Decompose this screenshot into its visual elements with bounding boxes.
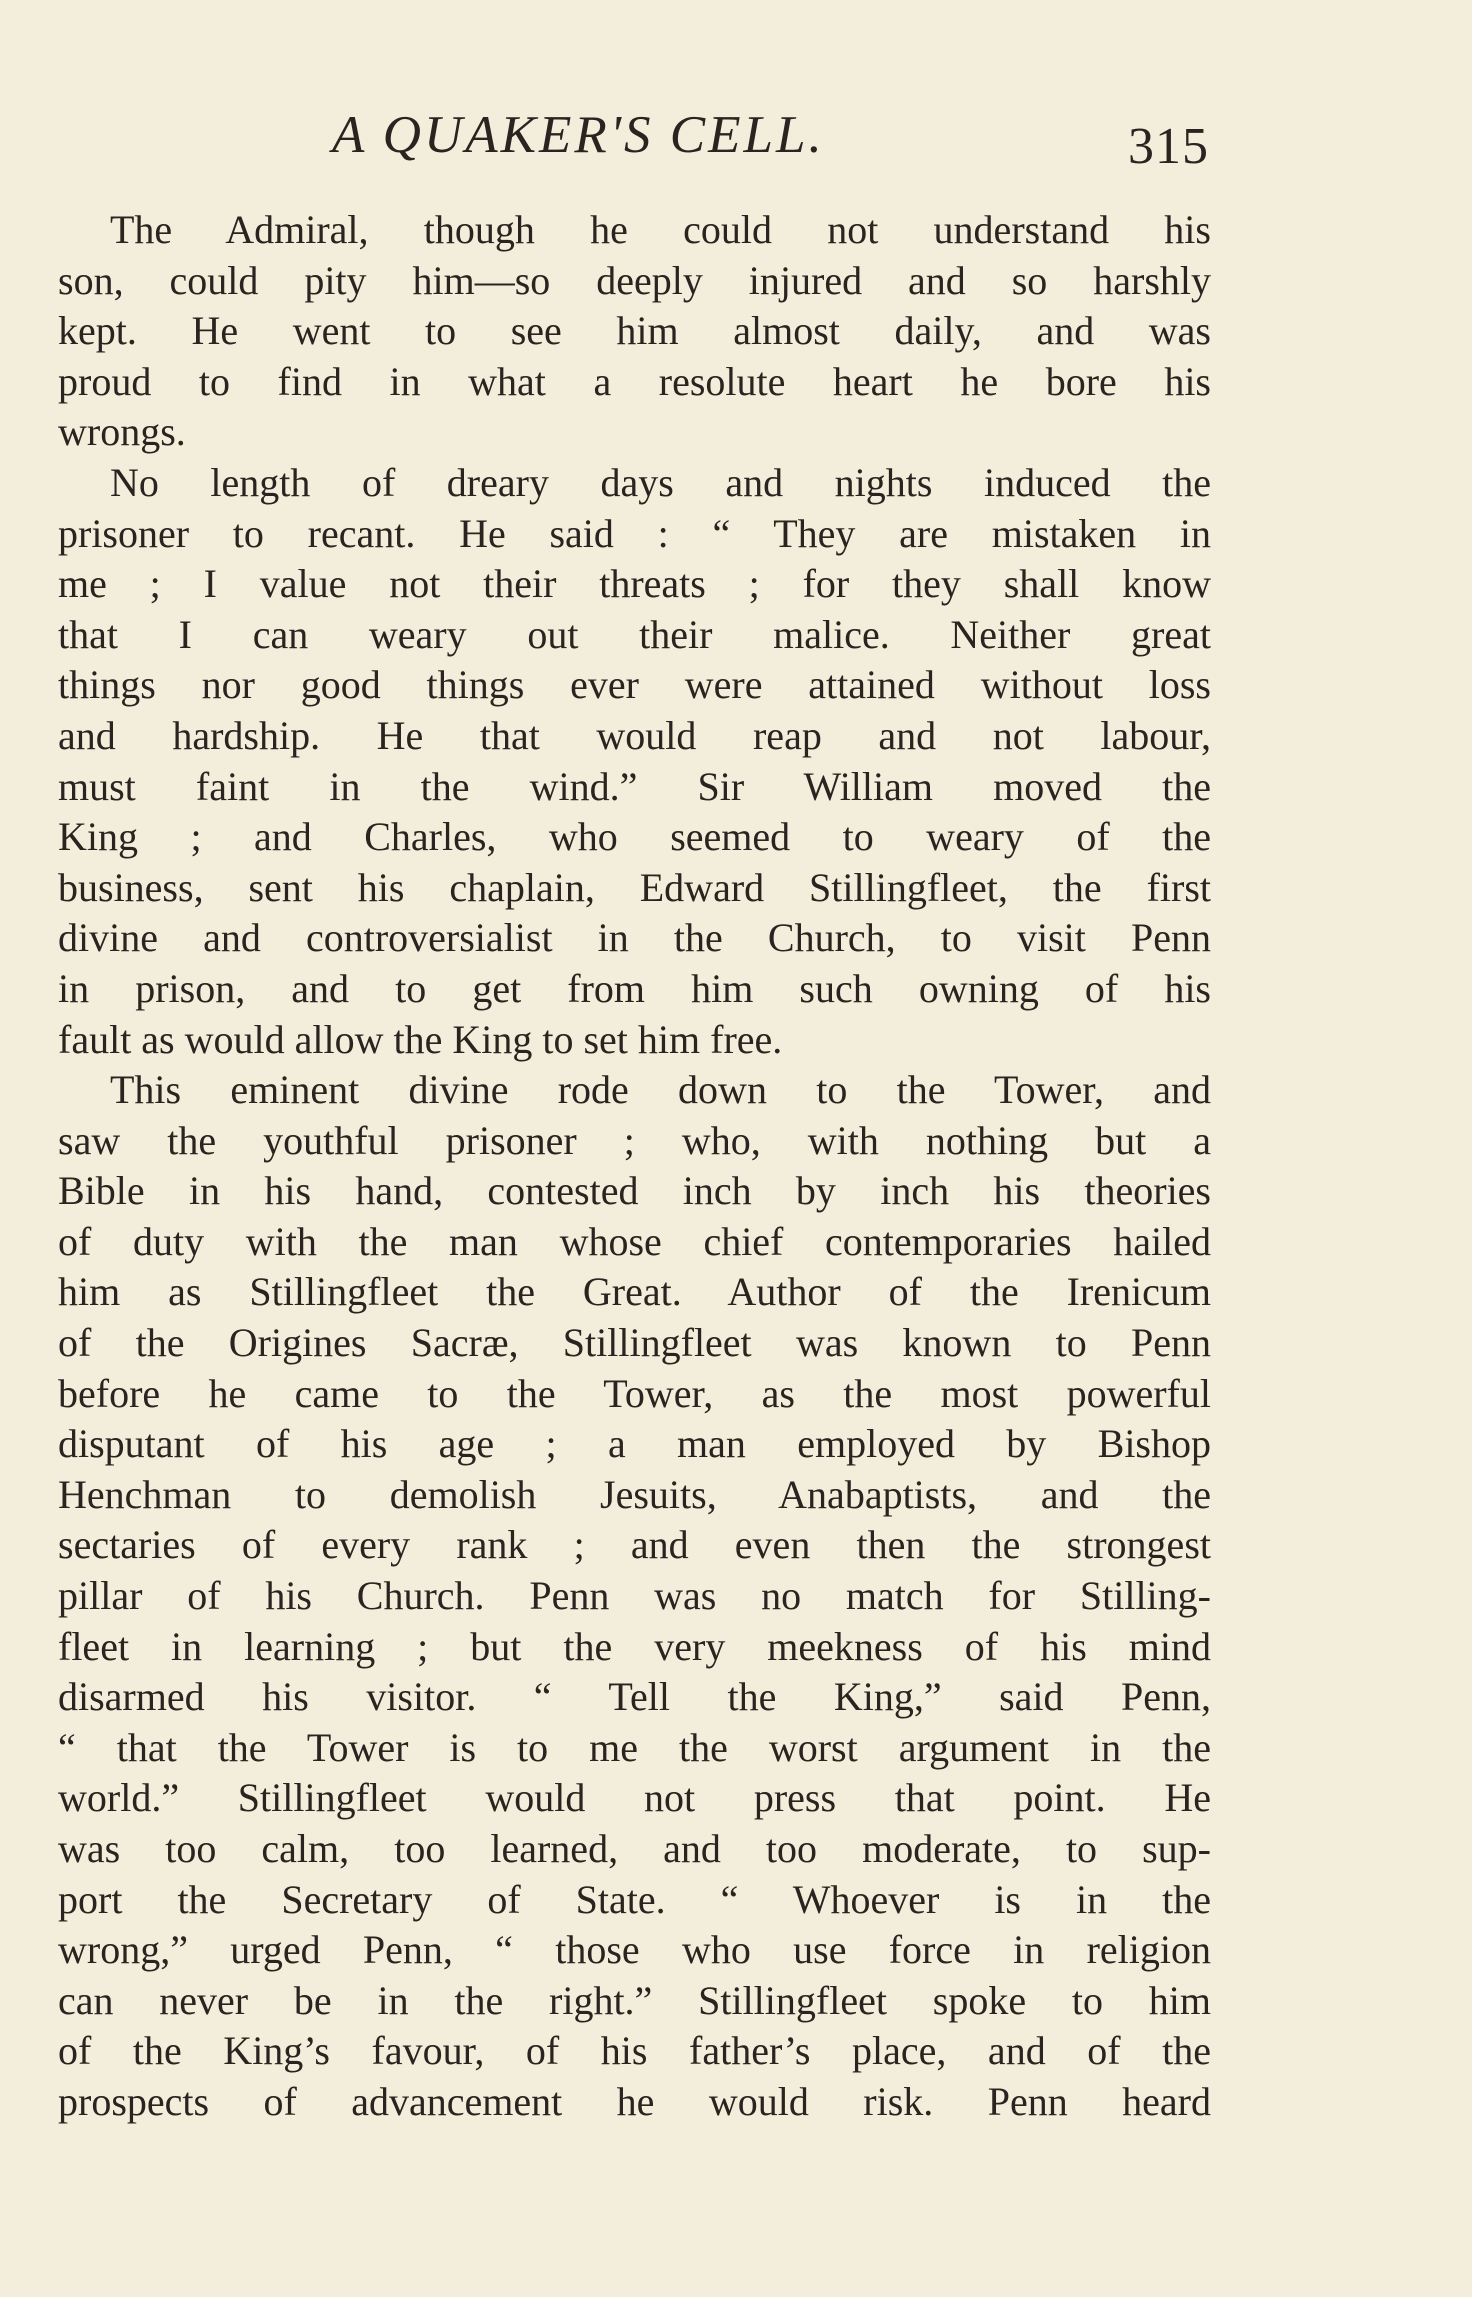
running-head — [0, 100, 1472, 175]
body-text — [58, 205, 1211, 2128]
text-line: fleet in learning ; but the very meekness of his mind — [58, 1623, 1211, 1669]
text-line: divine and controversialist in the Church, to visit Penn — [58, 915, 1211, 961]
text-line: things nor good things ever were attained without loss — [58, 662, 1211, 708]
text-line: wrongs. — [58, 409, 186, 455]
text-line: prospects of advancement he would risk. Penn heard — [58, 2078, 1211, 2124]
text-line: fault as would allow the King to set him free. — [58, 1016, 783, 1062]
text-line: Henchman to demolish Jesuits, Anabaptists, and the — [58, 1471, 1211, 1517]
text-line: This eminent divine rode down to the Tower, and — [110, 1067, 1211, 1113]
text-line: of the King’s favour, of his father’s place, and of the — [58, 2028, 1211, 2074]
text-line: that I can weary out their malice. Neither great — [58, 611, 1211, 657]
text-line: port the Secretary of State. “ Whoever is in the — [58, 1876, 1211, 1922]
text-line: of duty with the man whose chief contemporaries hailed — [58, 1218, 1211, 1264]
text-line: disputant of his age ; a man employed by Bishop — [58, 1421, 1211, 1467]
text-line: Bible in his hand, contested inch by inch his theories — [58, 1168, 1211, 1214]
text-line: and hardship. He that would reap and not labour, — [58, 712, 1211, 758]
text-line: pillar of his Church. Penn was no match for Stilling- — [58, 1573, 1211, 1619]
text-line: sectaries of every rank ; and even then the strongest — [58, 1522, 1211, 1568]
text-line: me ; I value not their threats ; for they shall know — [58, 561, 1211, 607]
text-line: business, sent his chaplain, Edward Stillingfleet, the first — [58, 864, 1211, 910]
text-line: must faint in the wind.” Sir William moved the — [58, 763, 1211, 809]
text-line: wrong,” urged Penn, “ those who use force in religion — [58, 1927, 1211, 1973]
running-title: A QUAKER'S CELL. — [332, 106, 825, 164]
text-line: The Admiral, though he could not understand his — [110, 207, 1211, 252]
text-line: proud to find in what a resolute heart he bore his — [58, 358, 1211, 404]
text-line: world.” Stillingfleet would not press that point. He — [58, 1775, 1211, 1821]
text-line: “ that the Tower is to me the worst argument in the — [58, 1724, 1211, 1770]
text-line: in prison, and to get from him such owning of his — [58, 965, 1211, 1011]
page-number: 315 — [1128, 118, 1209, 175]
text-line: son, could pity him—so deeply injured and so harshly — [58, 257, 1211, 303]
text-line: him as Stillingfleet the Great. Author of the Irenicum — [58, 1269, 1211, 1315]
text-line: kept. He went to see him almost daily, and was — [58, 308, 1211, 354]
text-line: of the Origines Sacræ, Stillingfleet was known to Penn — [58, 1320, 1211, 1366]
text-line: prisoner to recant. He said : “ They are mistaken in — [58, 510, 1211, 556]
text-line: No length of dreary days and nights induced the — [110, 459, 1211, 505]
text-line: can never be in the right.” Stillingfleet spoke to him — [58, 1977, 1211, 2023]
text-line: disarmed his visitor. “ Tell the King,” said Penn, — [58, 1674, 1211, 1720]
text-line: before he came to the Tower, as the most powerful — [58, 1370, 1211, 1416]
text-line: King ; and Charles, who seemed to weary of the — [58, 814, 1211, 860]
text-line: was too calm, too learned, and too moderate, to sup- — [58, 1826, 1211, 1871]
text-line: saw the youthful prisoner ; who, with nothing but a — [58, 1117, 1211, 1163]
